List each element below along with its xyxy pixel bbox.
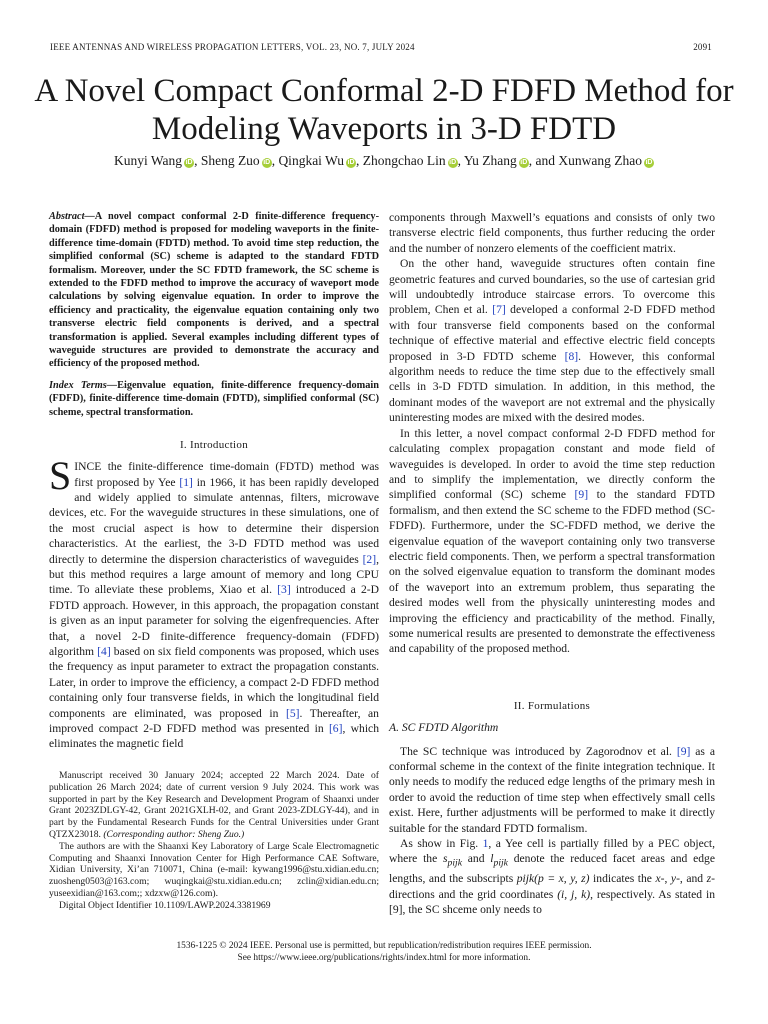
citation-link[interactable]: [5] [285, 706, 300, 720]
footnote-manuscript [49, 770, 379, 841]
figure-link[interactable]: 1 [482, 837, 489, 851]
citation-link[interactable]: [1] [179, 475, 193, 489]
text-run: -, [660, 872, 671, 886]
introduction-body [49, 453, 379, 752]
citation-link[interactable]: [2] [362, 552, 377, 566]
math-symbol: y [670, 872, 677, 886]
text-run: As show in Fig. [400, 837, 483, 851]
section-heading-introduction: I. Introduction [179, 439, 249, 452]
author-separator: , [457, 153, 464, 168]
abstract-text: A novel compact conformal 2-D finite-difference frequency-domain (FDFD) method is proposed for modeling waveports in the finite-difference time-domain (FDTD) method. To avoid time step reduction, the simplified conformal (SC) scheme is adapted to the standard FDTD formalism. Moreover, under the SC FDTD framework, the SC scheme is extended to the FDFD method to improve the accuracy of waveport mode calculations by solving eigenvalue equation. In order to improve the efficiency and practicality, the eigenvalue equation containing only two transverse electric field components is derived, and a spectral transformation is applied. Several examples including different types of waveguide structures are provided to demonstrate the accuracy and efficiency of the proposed method. [49, 211, 379, 370]
text-run: as a conformal scheme in the context of the finite integration technique. It only needs to modify the reduced edge lengths of the primary mesh in order to avoid the reduction of time step when effectively small cells exist. Here, further adjustments will be performed to make it directly suitable for the standard FDTD formalism. [389, 744, 715, 835]
text-run: INCE the finite-difference time-domain (FDTD) method was first proposed by Yee [74, 460, 379, 489]
section-heading-formulations: II. Formulations [513, 699, 591, 712]
text-run: -, and [676, 872, 707, 886]
left-column [49, 210, 379, 752]
math-symbol: $s_{pijk}$ [443, 852, 462, 869]
orcid-icon[interactable]: iD [263, 159, 271, 166]
orcid-icon[interactable]: iD [185, 159, 193, 166]
math-symbol: (i, j, k) [557, 887, 591, 901]
citation-link[interactable]: [9] [676, 744, 691, 758]
author-name: Xunwang Zhao [558, 153, 642, 168]
title-line-1: A Novel Compact Conformal 2-D FDFD Method for [34, 73, 734, 109]
text-run: . However, this conformal algorithm needs to reduce the time step due to the effectively small cells in 3-D FDTD simulation. In addition, in this method, the dominant modes of the waveport are not extremal and the physically uninteresting modes are mixed with the desired modes. [389, 349, 715, 425]
text-run: introduced a 2-D FDTD approach. However, in this approach, the propagation constant is given as an input parameter for solving the eigenfrequencies. After that, a novel 2-D finite-difference frequency-domain (FDFD) algorithm [49, 583, 379, 658]
body-paragraph [389, 256, 715, 425]
body-paragraph [389, 426, 715, 657]
body-paragraph [389, 744, 715, 836]
orcid-icon[interactable]: iD [449, 159, 457, 166]
text-run: , which eliminates the magnetic field [49, 722, 379, 751]
text-run: denote the reduced facet areas and edge lengths, and the subscripts [389, 852, 715, 886]
citation-link[interactable]: [6] [328, 722, 343, 735]
abstract-label: Abstract— [49, 211, 95, 222]
citation-link[interactable]: [9] [574, 488, 589, 502]
text-run: The SC technique was introduced by Zagorodnov et al. [400, 744, 677, 758]
copyright-line-1: 1536-1225 © 2024 IEEE. Personal use is permitted, but republication/redistribution requires IEEE permission. [176, 941, 592, 951]
right-column [389, 210, 715, 917]
text-run: -directions and the grid coordinates [389, 872, 715, 901]
body-paragraph [389, 836, 715, 917]
math-symbol: $l_{pijk}$ [490, 852, 508, 869]
intro-paragraph [49, 453, 379, 752]
text-run: in 1966, it has been rapidly developed and widely applied to simulate antennas, filters, microwave devices, etc. For the waveguide structures in these simulations, one of the most crucial aspect is how to determine their dispersion characteristics. At the earliest, the 3-D FDTD method was used directly to determine the dispersion characteristics of waveguides [49, 475, 379, 566]
text-run: On the other hand, waveguide structures often contain fine geometric features and curved boundaries, so the use of cartesian grid will undoubtedly introduce staircase errors. To overcome this problem, Chen et al. [389, 257, 715, 317]
citation-link[interactable]: [3] [277, 583, 291, 597]
math-symbol: z [706, 872, 712, 886]
page-number: 2091 [693, 42, 712, 52]
math-symbol: pijk(p = x, y, z) [516, 872, 590, 886]
orcid-icon[interactable]: iD [645, 159, 653, 166]
drop-cap: S [49, 453, 72, 499]
copyright-line-2: See https://www.ieee.org/publications/rights/index.html for more information. [237, 953, 531, 963]
footnote-affiliation: The authors are with the Shaanxi Key Laboratory of Large Scale Electromagnetic Computing and Shaanxi Innovation Center for High Performance CAE Software, Xidian University, Xi’an 710071, China (e-mail: kywang1996@stu.xidian.edu.cn; zuosheng0503@163.com; wuqingkai@stu.xidian.edu.cn; zclin@xidian.edu.cn; yuseexidian@163.com;; xdzxw@126.com). [49, 840, 379, 899]
citation-link[interactable]: [4] [97, 644, 111, 658]
index-terms-text: Eigenvalue equation, finite-difference frequency-domain (FDFD), finite-difference time-domain (FDTD), simplified conformal (SC) scheme, spectral transformation. [49, 379, 379, 418]
text-run: based on six field components was proposed, which uses the frequency as input parameter to extract the propagation constants. Later, in order to improve the efficiency, a compact 2-D FDFD method containing only four transverse fields, in which the longitudinal field components are eliminated, was proposed in [49, 644, 379, 720]
author-name: Sheng Zuo [200, 153, 260, 168]
text-run: Manuscript received 30 January 2024; accepted 22 March 2024. Date of publication 26 March 2024; date of current version 9 July 2024. This work was supported in part by the Key Research and Development Program of Shaanxi under Grant 2023ZDLGY-42, Grant 2021GXLH-02, and Grant 2023-ZDLGY-44), and in part by the Fundamental Research Funds for the Central Universities under Grant QTZX23018. [49, 770, 379, 840]
text-run: , respectively. As stated in [9], the SC shceme only needs to [389, 887, 715, 916]
copyright-notice [0, 940, 768, 964]
text-run: and [462, 852, 491, 866]
text-run: to the standard FDTD formalism, and then extend the SC scheme to the FDFD method (SC-FDFD). Furthermore, under the SC-FDFD method, we derive the eigenvalue equation of the waveport containing only two transverse electric field components. Then, we perform a spectral transformation on the solved eigenvalue equation to transform the dominant modes of the waveport into an extremum problem, thus separating the desired modes well from the physically uninteresting modes and improving the efficiency and practicability of the method. Finally, some numerical results are presented to demonstrate the effectiveness and capability of the proposed method. [389, 488, 715, 656]
author-name: Yu Zhang [463, 153, 517, 168]
author-name: Kunyi Wang [114, 153, 183, 168]
paper-title [0, 72, 768, 148]
math-symbol: x [655, 872, 661, 886]
abstract [49, 210, 379, 371]
footnote-doi: Digital Object Identifier 10.1109/LAWP.2024.3381969 [59, 899, 271, 911]
citation-link[interactable]: [8] [564, 349, 579, 363]
corresponding-author: (Corresponding author: Sheng Zuo.) [103, 828, 245, 840]
footnote [49, 770, 379, 912]
author-name: Qingkai Wu [278, 153, 345, 168]
text-run: In this letter, a novel compact conformal 2-D FDFD method for calculating complex propagation constant and mode field of waveguides is developed. In order to avoid the time step reduction and to simplify the implementation, we directly conform the simplified conformal (SC) scheme [389, 426, 715, 502]
orcid-icon[interactable]: iD [520, 159, 528, 166]
text-run: , but this method requires a large amount of memory and long CPU time. To alleviate these problems, Xiao et al. [49, 552, 379, 597]
index-terms-label: Index Terms— [49, 379, 118, 391]
index-terms [49, 379, 379, 419]
text-run: developed a conformal 2-D FDFD method with four transverse field components based on the conformal technique of effective material and effective electric field concepts proposed in 3-D FDTD scheme [389, 303, 715, 363]
text-run: . Thereafter, an improved compact 2-D FDFD method was presented in [49, 706, 379, 735]
citation-link[interactable]: [7] [492, 303, 506, 317]
author-list [0, 153, 768, 169]
body-paragraph: components through Maxwell’s equations and consists of only two transverse electric field components, thus further reducing the order and the number of nonzero elements of the coefficient matrix. [389, 211, 715, 255]
author-separator: , [194, 153, 201, 168]
subsection-heading: A. SC FDTD Algorithm [389, 721, 499, 735]
text-run: , a Yee cell is partially filled by a PEC object, where the [389, 837, 715, 866]
title-line-2: Modeling Waveports in 3-D FDTD [151, 111, 617, 147]
text-run: indicates the [589, 872, 656, 886]
author-separator: , [271, 153, 279, 168]
author-separator: , [356, 153, 363, 168]
orcid-icon[interactable]: iD [347, 159, 355, 166]
author-and: , and [528, 153, 559, 168]
journal-header: IEEE ANTENNAS AND WIRELESS PROPAGATION LETTERS, VOL. 23, NO. 7, JULY 2024 [50, 42, 415, 52]
author-name: Zhongchao Lin [362, 153, 446, 168]
